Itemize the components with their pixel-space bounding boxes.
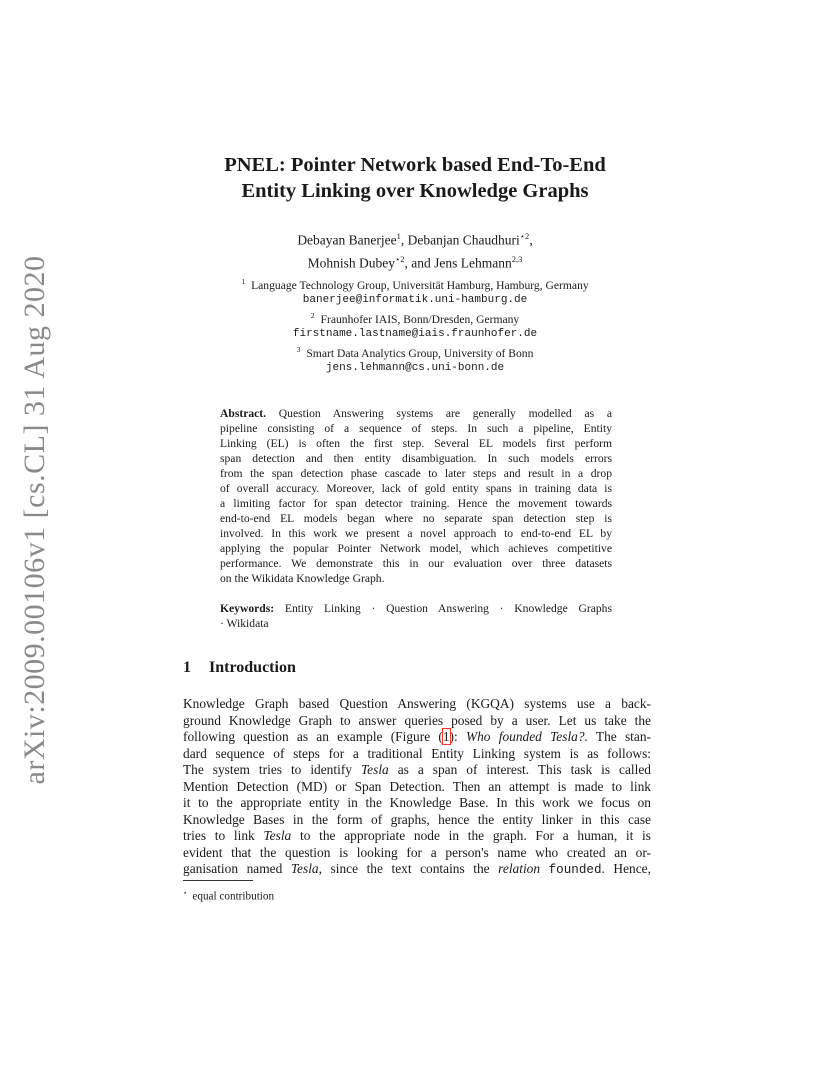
keywords-label: Keywords: (220, 602, 275, 615)
body-line: Knowledge Bases in the form of graphs, hence the entity linker in this case (183, 811, 651, 827)
body-line (183, 828, 651, 845)
affiliations (150, 274, 680, 376)
affiliation-email[interactable]: firstname.lastname@iais.fraunhofer.de (292, 327, 538, 340)
body-text-span: following question as an example (Figure (183, 729, 431, 744)
affiliation-email[interactable]: banerjee@informatik.uni-hamburg.de (302, 293, 528, 306)
section-title: Introduction (209, 659, 296, 676)
keywords (220, 601, 612, 631)
title-line-1: PNEL: Pointer Network based End-To-End (224, 154, 606, 176)
footnote-divider (183, 880, 253, 881)
body-line: dard sequence of steps for a traditional Entity Linking system is as follows: (183, 745, 651, 761)
affiliation-text: Fraunhofer IAIS, Bonn/Dresden, Germany (320, 312, 520, 326)
emphasis-term: relation (498, 861, 541, 876)
body-line (183, 762, 651, 779)
introduction-body (183, 696, 651, 879)
affiliation-sup: 1 (241, 277, 246, 286)
body-text-span: ): (449, 729, 458, 744)
keywords-text: Entity Linking · Question Answering · Knowledge Graphs (284, 602, 612, 615)
body-text-span: to the appropriate node in the graph. For a human, it is (299, 828, 651, 843)
abstract-line: applying the popular Pointer Network model, which achieves competitive (220, 542, 612, 555)
abstract-line: end-to-end EL models began where no separate span detection step is (220, 512, 612, 525)
body-line: evident that the question is looking for a person's name who created an or- (183, 844, 651, 860)
affiliation-text: Language Technology Group, Universität Hamburg, Hamburg, Germany (251, 278, 589, 292)
body-text-span: as a span of interest. This task is called (397, 762, 651, 777)
figure-reference-link[interactable]: 1 (442, 729, 450, 744)
abstract (220, 406, 612, 586)
arxiv-identifier-stamp: arXiv:2009.00106v1 [cs.CL] 31 Aug 2020 (18, 255, 51, 785)
body-text-span: tries to link (183, 828, 255, 843)
title-line-2: Entity Linking over Knowledge Graphs (241, 180, 589, 202)
author-affil-sup: ⋆2 (394, 253, 405, 264)
body-text-span: ganisation named (183, 861, 283, 876)
author-affil-sup: ⋆2 (519, 231, 530, 241)
section-number: 1 (183, 659, 191, 676)
author-name: Debanjan Chaudhuri (407, 232, 520, 248)
abstract-line: performance. We demonstrate this in our evaluation over three datasets (220, 557, 612, 570)
paper-title (150, 152, 680, 204)
body-line (183, 861, 651, 879)
abstract-label: Abstract. (220, 407, 267, 420)
emphasis-term: Tesla (360, 762, 389, 777)
author-list: Debayan Banerjee$^1$, Debanjan Chaudhuri$^{⋆2}$, Mohnish Dubey$^{⋆2}$, and Jens Lehmann$^{2,3}$ (297, 231, 533, 270)
emphasis-term: Tesla (263, 828, 292, 843)
abstract-line: of overall accuracy. Moreover, lack of gold entity spans in training data is (220, 482, 612, 495)
author-name: Mohnish Dubey (307, 255, 395, 270)
affiliation-line (150, 274, 680, 293)
author-name: Debayan Banerjee (297, 232, 397, 248)
affiliation-line (150, 308, 680, 327)
author-name: and Jens Lehmann (411, 255, 512, 270)
body-line: Mention Detection (MD) or Span Detection. Then an attempt is made to link (183, 778, 651, 794)
code-term: founded (548, 863, 602, 877)
body-line: Knowledge Graph based Question Answering (KGQA) systems use a back- (183, 696, 651, 711)
author-affil-sup: 1 (396, 231, 401, 241)
section-heading (183, 658, 296, 678)
affiliation-sup: 3 (296, 344, 301, 354)
footnote-mark: ⋆ (183, 889, 188, 897)
abstract-line: on the Wikidata Knowledge Graph. (220, 572, 385, 585)
affiliation-text: Smart Data Analytics Group, University of Bonn (306, 346, 534, 360)
body-text-span: . Hence, (601, 861, 651, 876)
abstract-line: a limiting factor for span detector training. Hence the movement towards (220, 497, 612, 510)
abstract-line: pipeline consisting of a sequence of steps. In such a pipeline, Entity (220, 422, 612, 435)
keywords-line (220, 601, 612, 616)
author-affil-sup: 2,3 (511, 253, 523, 264)
body-line: ground Knowledge Graph to answer queries posed by a user. Let us take the (183, 712, 651, 728)
abstract-line (220, 406, 612, 421)
abstract-text: Question Answering systems are generally modelled as a (278, 407, 612, 420)
body-line: following question as an example (Figure (1): Who founded Tesla?. The stan- (183, 729, 651, 744)
affiliation-email[interactable]: jens.lehmann@cs.uni-bonn.de (325, 361, 505, 374)
example-question: Who founded Tesla?. (465, 729, 588, 744)
body-text-span: The stan- (595, 729, 651, 744)
abstract-line: Linking (EL) is often the first step. Several EL models first perform (220, 437, 612, 450)
body-text-span: since the text contains the (330, 861, 490, 876)
abstract-line: from the span detection phase cascade to later steps and result in a drop (220, 467, 612, 480)
abstract-line: span detection and then entity disambiguation. In such models errors (220, 452, 612, 465)
abstract-line: involved. In this work we present a novel approach to end-to-end EL by (220, 527, 612, 540)
keywords-line: · Wikidata (220, 617, 269, 630)
footnote-text: equal contribution (192, 890, 275, 903)
affiliation-line (150, 342, 680, 361)
footnote (183, 886, 274, 904)
emphasis-term: Tesla, (290, 861, 322, 876)
body-text-span: The system tries to identify (183, 762, 352, 777)
affiliation-sup: 2 (310, 310, 315, 320)
body-line: it to the appropriate entity in the Knowledge Base. In this work we focus on (183, 795, 651, 810)
